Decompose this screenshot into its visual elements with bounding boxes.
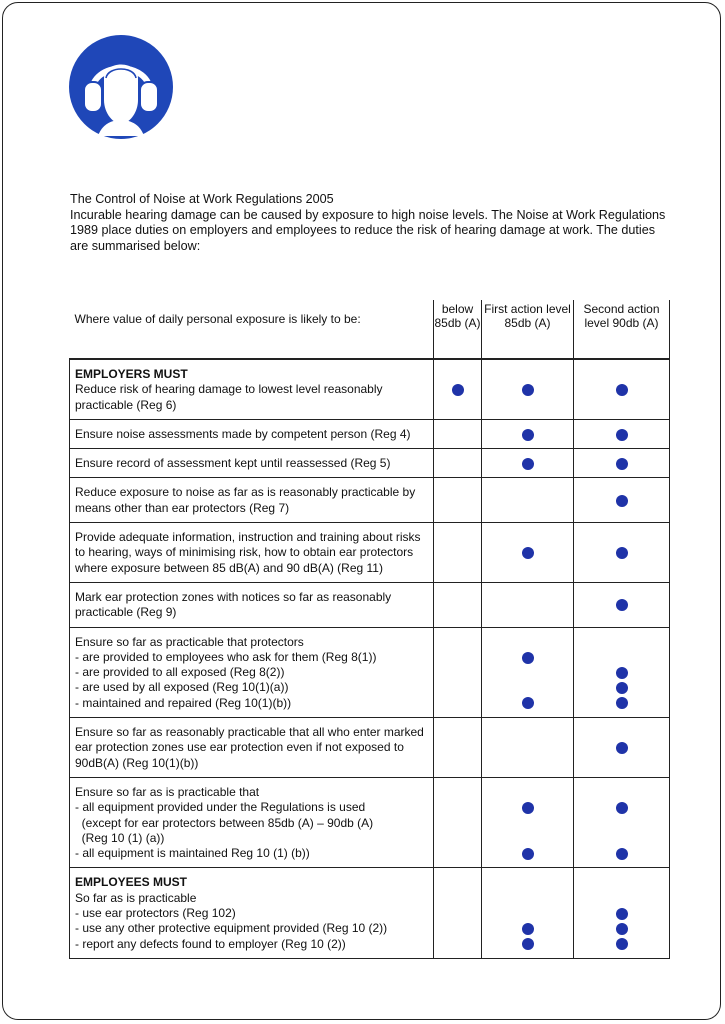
applies-dot: [616, 429, 628, 441]
duty-cell: [70, 449, 434, 478]
header-below-85db: below 85db (A): [434, 300, 482, 359]
duty-text-line: Reduce risk of hearing damage to lowest level reasonably practicable (Reg 6): [75, 382, 386, 412]
table-row: [70, 582, 670, 627]
applicability-cell: [574, 777, 670, 867]
applicability-cell: [482, 419, 574, 448]
section-heading: EMPLOYEES MUST: [75, 875, 188, 890]
duty-cell: [70, 868, 434, 958]
duty-text-line: - are used by all exposed (Reg 10(1)(a)): [75, 680, 289, 695]
header-first-action-level: First action level 85db (A): [482, 300, 574, 359]
applicability-cell: [482, 523, 574, 583]
applicability-cell: [434, 627, 482, 717]
applies-dot: [616, 667, 628, 679]
duty-cell: [70, 523, 434, 583]
applies-dot: [522, 458, 534, 470]
applicability-cell: [482, 582, 574, 627]
applies-dot: [616, 547, 628, 559]
duty-text-line: So far as is practicable: [75, 890, 197, 905]
table-row: [70, 718, 670, 778]
duty-text-line: Provide adequate information, instruction and training about risks to hearing, ways of minimising risk, how to obtain ear protectors where exposure between 85 dB(A) and 90 dB(A) (Reg 11): [75, 530, 424, 575]
applicability-cell: [574, 582, 670, 627]
applicability-cell: [574, 359, 670, 419]
applicability-cell: [434, 359, 482, 419]
table-row: [70, 777, 670, 867]
duty-text-line: Ensure so far as practicable that protectors: [75, 634, 304, 649]
duties-table: [69, 300, 670, 959]
applicability-cell: [434, 478, 482, 523]
applies-dot: [522, 429, 534, 441]
duties-table-body: [70, 359, 670, 958]
duty-cell: [70, 582, 434, 627]
duty-text-line: (Reg 10 (1) (a)): [75, 830, 165, 845]
applicability-cell: [482, 449, 574, 478]
applies-dot: [616, 923, 628, 935]
table-row: [70, 523, 670, 583]
applicability-cell: [482, 777, 574, 867]
applicability-cell: [574, 478, 670, 523]
applies-dot: [522, 652, 534, 664]
applicability-cell: [574, 868, 670, 958]
duty-text-line: (except for ear protectors between 85db (A) – 90db (A): [75, 815, 374, 830]
applies-dot: [522, 848, 534, 860]
table-row: [70, 419, 670, 448]
applicability-cell: [482, 359, 574, 419]
applicability-cell: [434, 777, 482, 867]
applicability-cell: [482, 718, 574, 778]
table-header-row: [70, 300, 670, 359]
intro: [70, 192, 670, 254]
applies-dot: [616, 697, 628, 709]
ear-protection-sign-icon: [68, 34, 174, 140]
header-exposure-label: Where value of daily personal exposure is likely to be:: [70, 300, 434, 359]
applicability-cell: [574, 718, 670, 778]
applies-dot: [616, 938, 628, 950]
duty-cell: [70, 627, 434, 717]
applicability-cell: [434, 449, 482, 478]
applies-dot: [616, 682, 628, 694]
applicability-cell: [434, 419, 482, 448]
table-row: [70, 627, 670, 717]
applies-dot: [522, 384, 534, 396]
table-row: [70, 868, 670, 958]
applies-dot: [522, 547, 534, 559]
duty-text-line: - use any other protective equipment provided (Reg 10 (2)): [75, 921, 388, 936]
duty-cell: [70, 718, 434, 778]
duty-text-line: - report any defects found to employer (Reg 10 (2)): [75, 936, 346, 951]
duty-text-line: Ensure noise assessments made by competent person (Reg 4): [75, 426, 411, 441]
applies-dot: [616, 848, 628, 860]
applicability-cell: [574, 523, 670, 583]
duty-text-line: - use ear protectors (Reg 102): [75, 906, 236, 921]
section-heading: EMPLOYERS MUST: [75, 367, 188, 381]
duty-text-line: Ensure record of assessment kept until reassessed (Reg 5): [75, 456, 391, 471]
duty-cell: [70, 359, 434, 419]
applicability-cell: [574, 627, 670, 717]
applies-dot: [616, 384, 628, 396]
applies-dot: [522, 802, 534, 814]
applies-dot: [522, 923, 534, 935]
duty-text-line: - are provided to employees who ask for them (Reg 8(1)): [75, 649, 377, 664]
duty-text-line: Ensure so far as reasonably practicable that all who enter marked ear protection zones use ear protection even if not exposed to 90dB(A) (Reg 10(1)(b)): [75, 725, 428, 770]
duty-text-line: Ensure so far as is practicable that: [75, 784, 260, 799]
applicability-cell: [482, 627, 574, 717]
applies-dot: [616, 802, 628, 814]
applicability-cell: [482, 478, 574, 523]
duty-text-line: - maintained and repaired (Reg 10(1)(b)): [75, 695, 292, 710]
intro-title: The Control of Noise at Work Regulations 2005: [70, 192, 334, 206]
table-row: [70, 478, 670, 523]
table-row: [70, 359, 670, 419]
applies-dot: [522, 697, 534, 709]
applies-dot: [616, 458, 628, 470]
intro-text: Incurable hearing damage can be caused by exposure to high noise levels. The Noise at Work Regulations 1989 place duties on employers and employees to reduce the risk of hearing damage at work. The duties are summarised below:: [70, 207, 666, 253]
applicability-cell: [574, 419, 670, 448]
applicability-cell: [434, 523, 482, 583]
applies-dot: [616, 742, 628, 754]
applicability-cell: [434, 868, 482, 958]
applicability-cell: [482, 868, 574, 958]
applies-dot: [616, 599, 628, 611]
duty-text-line: Reduce exposure to noise as far as is reasonably practicable by means other than ear protectors (Reg 7): [75, 485, 419, 515]
duty-cell: [70, 777, 434, 867]
applies-dot: [616, 908, 628, 920]
duty-text-line: - all equipment provided under the Regulations is used: [75, 800, 366, 815]
applies-dot: [452, 384, 464, 396]
applicability-cell: [434, 582, 482, 627]
duty-text-line: - are provided to all exposed (Reg 8(2)): [75, 665, 285, 680]
duty-cell: [70, 478, 434, 523]
applicability-cell: [574, 449, 670, 478]
applicability-cell: [434, 718, 482, 778]
applies-dot: [616, 495, 628, 507]
duty-text-line: - all equipment is maintained Reg 10 (1) (b)): [75, 846, 310, 861]
header-second-action-level: Second action level 90db (A): [574, 300, 670, 359]
table-row: [70, 449, 670, 478]
duty-cell: [70, 419, 434, 448]
duty-text-line: Mark ear protection zones with notices so far as reasonably practicable (Reg 9): [75, 589, 395, 620]
applies-dot: [522, 938, 534, 950]
